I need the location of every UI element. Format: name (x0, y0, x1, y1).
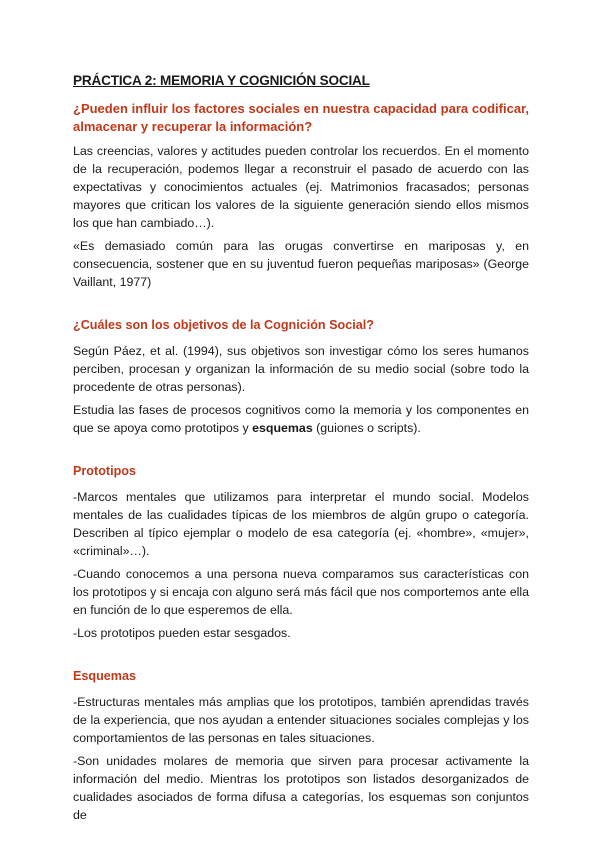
section-heading-objectives: ¿Cuáles son los objetivos de la Cognición Social? (73, 318, 374, 332)
paragraph (73, 401, 529, 437)
document-title: PRÁCTICA 2: MEMORIA Y COGNICIÓN SOCIAL (73, 73, 370, 88)
spacer (73, 296, 529, 316)
paragraph: Según Páez, et al. (1994), sus objetivos son investigar cómo los seres humanos perciben, procesan y organizan la información de su medio social (sobre todo la procedente de otras personas). (73, 344, 529, 394)
spacer (73, 647, 529, 667)
paragraph: -Los prototipos pueden estar sesgados. (73, 626, 291, 640)
spacer (73, 442, 529, 462)
quote-paragraph: «Es demasiado común para las orugas convertirse en mariposas y, en consecuencia, sostener que en su juventud fueron pequeñas mariposas» (George Vaillant, 1977) (73, 239, 529, 289)
section-heading-prototypes: Prototipos (73, 464, 136, 478)
text-span: (guiones o scripts). (312, 421, 421, 435)
text-span: Estudia las fases de procesos cognitivos como la memoria y los componentes en que se apoya como prototipos y (73, 403, 529, 435)
section-heading-memory-factors: ¿Pueden influir los factores sociales en nuestra capacidad para codificar, almacenar y recuperar la información? (73, 101, 529, 134)
paragraph: Las creencias, valores y actitudes pueden controlar los recuerdos. En el momento de la recuperación, podemos llegar a reconstruir el pasado de acuerdo con las expectativas y conocimientos actuales (ej. Matrimonios fracasados; personas mayores que critican los valores de la siguiente generación siendo ellos mismos los que han cambiado…). (73, 144, 529, 230)
bold-term: esquemas (252, 421, 313, 435)
paragraph: -Cuando conocemos a una persona nueva comparamos sus características con los prototipos y si encaja con alguno será más fácil que nos comportemos ante ella en función de lo que esperemos de ella. (73, 567, 529, 617)
paragraph: -Estructuras mentales más amplias que los prototipos, también aprendidas través de la experiencia, que nos ayudan a entender situaciones sociales complejas y los comportamientos de las personas en tales situaciones. (73, 695, 529, 745)
section-heading-schemas: Esquemas (73, 669, 136, 683)
paragraph: -Son unidades molares de memoria que sirven para procesar activamente la información del medio. Mientras los prototipos son listados desorganizados de cualidades asociados de forma difusa a categorías, los esquemas son conjuntos de (73, 754, 529, 822)
paragraph: -Marcos mentales que utilizamos para interpretar el mundo social. Modelos mentales de las cualidades típicas de los miembros de algún grupo o categoría. Describen al típico ejemplar o modelo de esa categoría (ej. «hombre», «mujer», «criminal»…). (73, 490, 529, 558)
document-body (73, 72, 529, 829)
